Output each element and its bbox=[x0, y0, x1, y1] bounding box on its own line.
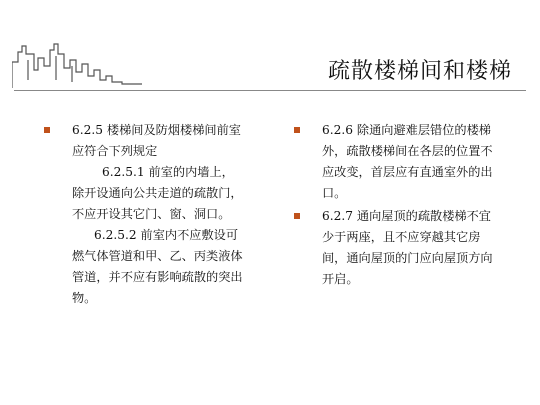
text-line: 少于两座，且不应穿越其它房 bbox=[322, 230, 481, 244]
text-line: 6.2.7 通向屋顶的疏散楼梯不宜 bbox=[322, 209, 491, 223]
city-skyline-logo bbox=[12, 40, 142, 90]
text-line: 燃气体管道和甲、乙、丙类液体 bbox=[72, 249, 243, 263]
list-item bbox=[294, 120, 520, 204]
bullet-icon bbox=[44, 127, 50, 133]
text-line: 开启。 bbox=[322, 272, 359, 286]
text-line: 间，通向屋顶的门应向屋顶方向 bbox=[322, 251, 493, 265]
right-column bbox=[294, 120, 520, 290]
text-line: 物。 bbox=[72, 291, 97, 305]
text-line: 6.2.5.2 前室内不应敷设可 bbox=[94, 228, 239, 242]
left-column bbox=[44, 120, 276, 309]
title-divider bbox=[14, 90, 526, 91]
list-item bbox=[294, 206, 520, 290]
bullet-icon bbox=[294, 213, 300, 219]
text-line: 除开设通向公共走道的疏散门， bbox=[72, 186, 243, 200]
text-line: 外，疏散楼梯间在各层的位置不 bbox=[322, 144, 493, 158]
text-line: 管道，并不应有影响疏散的突出 bbox=[72, 270, 243, 284]
list-item bbox=[44, 120, 276, 309]
text-line: 6.2.5.1 前室的内墙上， bbox=[102, 165, 234, 179]
page-title: 疏散楼梯间和楼梯 bbox=[327, 59, 512, 84]
text-line: 6.2.5 楼梯间及防烟楼梯间前室 bbox=[72, 123, 241, 137]
text-line: 口。 bbox=[322, 186, 347, 200]
text-line: 应改变，首层应有直通室外的出 bbox=[322, 165, 493, 179]
text-line: 6.2.6 除通向避难层错位的楼梯 bbox=[322, 123, 491, 137]
text-line: 应符合下列规定 bbox=[72, 144, 158, 158]
bullet-icon bbox=[294, 127, 300, 133]
text-line: 不应开设其它门、窗、洞口。 bbox=[72, 207, 231, 221]
